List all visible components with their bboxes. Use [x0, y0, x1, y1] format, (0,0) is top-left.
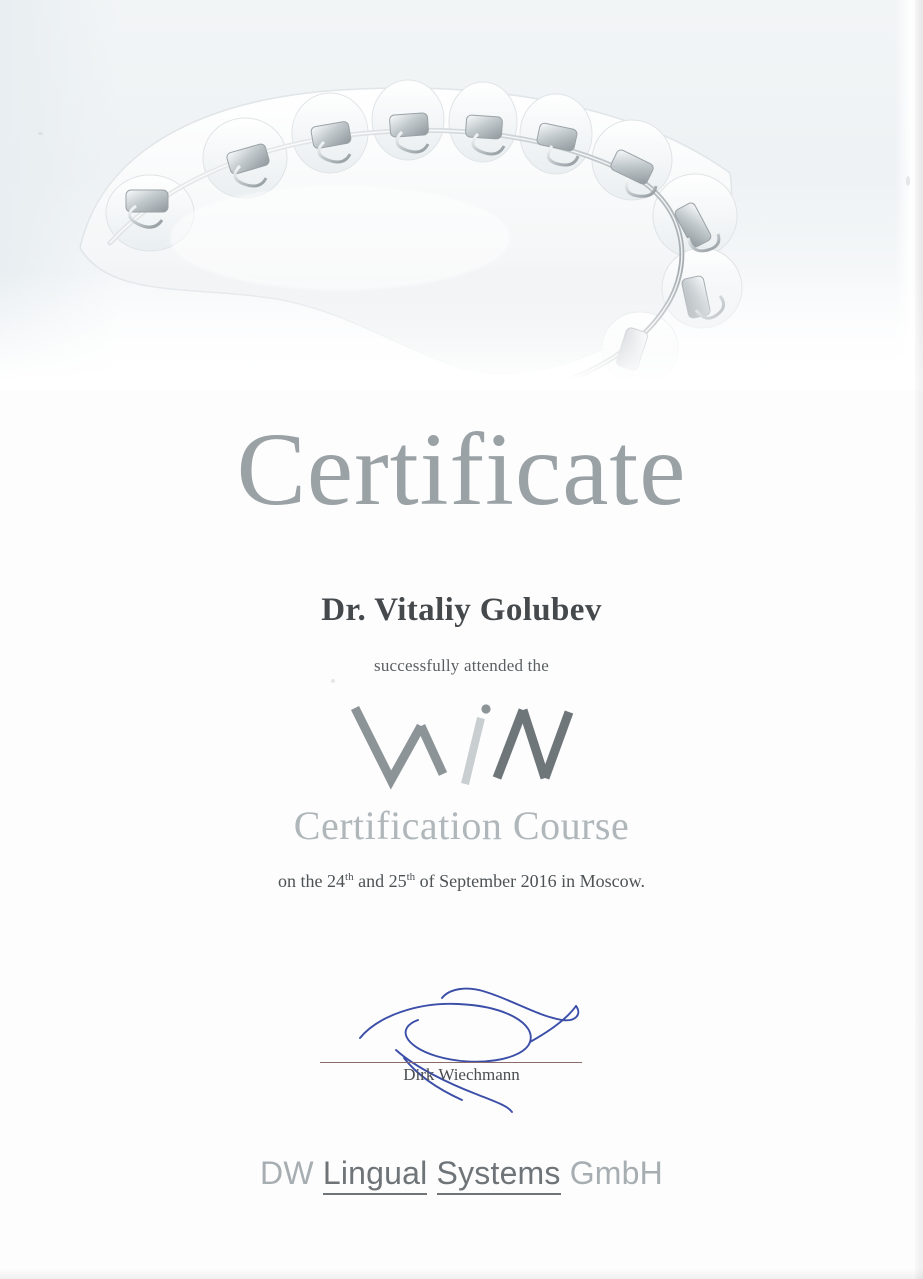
paper-speck	[331, 679, 335, 683]
scan-edge-bottom	[0, 1269, 923, 1279]
date-day1-suffix: th	[345, 871, 354, 883]
date-middle: of September 2016 in	[419, 871, 576, 891]
date-line	[0, 871, 923, 892]
lingual-braces-photo	[0, 0, 923, 390]
palate-highlight	[170, 186, 510, 290]
brand-gmbh: GmbH	[569, 1155, 663, 1191]
scan-edge-right	[915, 0, 923, 1279]
signature-rule	[320, 1062, 582, 1063]
attended-text: successfully attended the	[374, 656, 549, 675]
date-day2: 25	[388, 871, 407, 891]
footer-brand	[0, 1155, 923, 1192]
signature-scribble-icon	[300, 980, 620, 1120]
win-logo	[0, 700, 923, 796]
date-conjunction: and	[358, 871, 385, 891]
page-title: Certificate	[236, 412, 687, 527]
date-day2-suffix: th	[406, 871, 416, 883]
recipient-name: Dr. Vitaliy Golubev	[321, 592, 602, 628]
signature-name: Dirk Wiechmann	[403, 1065, 520, 1084]
paper-speck	[906, 176, 910, 186]
date-day1: 24	[327, 871, 346, 891]
brand-systems: Systems	[437, 1155, 561, 1195]
brand-dw: DW	[260, 1155, 314, 1191]
course-name: Certification Course	[293, 803, 630, 848]
paper-speck	[38, 132, 43, 135]
date-prefix: on the	[278, 871, 323, 891]
signature-block	[0, 980, 923, 1120]
brand-lingual: Lingual	[323, 1155, 428, 1195]
date-city: Moscow.	[579, 871, 645, 891]
dental-arch-illustration	[40, 38, 800, 390]
win-wordmark-icon	[347, 700, 577, 796]
